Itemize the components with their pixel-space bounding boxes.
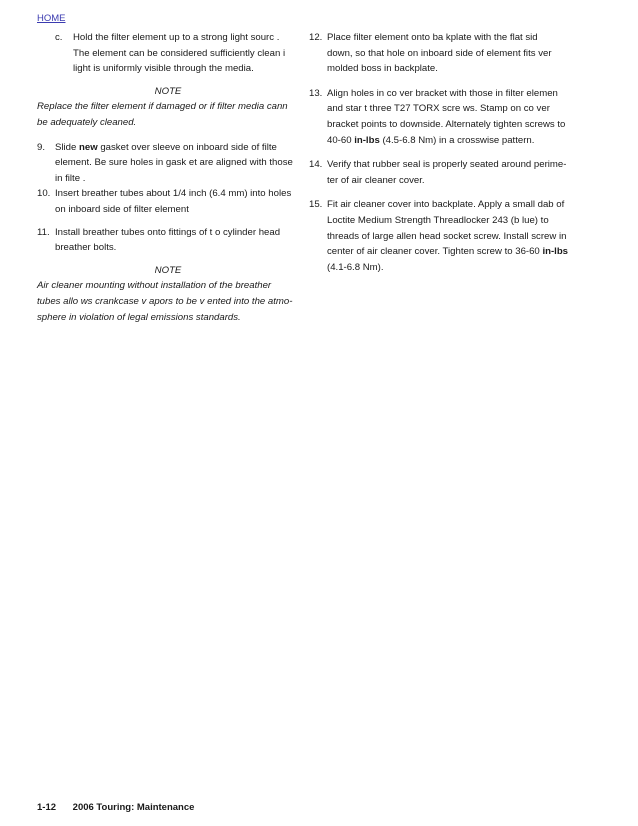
step-11 [37,225,299,256]
step-text-line: Align holes in co ver bracket with those in filter elemen [327,87,558,99]
note-heading: NOTE [154,85,182,97]
step-text-line: Loctite Medium Strength Threadlocker 243 (b lue) to [327,214,549,226]
step-text-line: ter of air cleaner cover. [327,174,425,186]
note-text [37,278,299,325]
emphasis-new: new [79,141,98,153]
step-13 [309,86,564,148]
step-c [37,30,299,77]
step-text-line: The element can be considered sufficiently clean i [73,47,286,59]
step-number: 11. [37,226,50,238]
step-text-line: Place filter element onto ba kplate with the flat sid [327,32,538,43]
step-text-line: center of air cleaner cover. Tighten screw to 36-60 in-lbs [327,246,569,258]
right-column [309,30,569,275]
note-text-line: tubes allo ws crankcase v apors to be v ented into the atmo- [37,295,293,307]
step-text-line: Verify that rubber seal is properly seated around perime- [327,159,567,171]
emphasis-in-lbs: in-lbs [354,134,380,146]
note-text-line: sphere in violation of legal emissions standards. [37,311,241,323]
step-text-line: bracket points to downside. Alternately tighten screws to [327,118,566,130]
step-text-line: on inboard side of filter element [55,203,189,215]
step-text-line: in filte . [55,172,86,184]
step-number: 14. [309,159,323,171]
step-text-line: Fit air cleaner cover into backplate. Apply a small dab of [327,199,565,211]
step-14 [309,157,567,188]
step-text-line: molded boss in backplate. [327,63,438,75]
step-text-line: and star t three T27 TORX scre ws. Stamp on co ver [327,103,550,115]
step-text-line: element. Be sure holes in gask et are aligned with those [55,157,293,169]
step-number: 10. [37,188,51,200]
step-text-line: (4.1-6.8 Nm). [327,261,384,273]
step-text-line: Install breather tubes onto fittings of t o cylinder head [55,226,281,238]
step-text-line: down, so that hole on inboard side of element fits ver [327,47,552,59]
step-text-line: breather bolts. [55,242,117,254]
home-link[interactable]: HOME [37,13,66,24]
left-column [37,30,299,325]
step-number: 13. [309,87,323,99]
step-12 [309,30,564,77]
emphasis-in-lbs: in-lbs [542,246,569,258]
step-10 [37,186,299,217]
step-text-line: light is uniformly visible through the media. [73,63,254,75]
note-text-line: be adequately cleaned. [37,116,137,128]
note-heading: NOTE [154,264,182,276]
step-text-line: Slide new gasket over sleeve on inboard side of filte [55,141,277,153]
step-number: c. [55,32,63,43]
page-footer [37,800,194,816]
step-text-line: Insert breather tubes about 1/4 inch (6.4 mm) into holes [55,188,292,200]
step-text-line: Hold the filter element up to a strong light sourc . [73,32,280,43]
page-number: 1-12 [37,802,57,813]
note-text-line: Replace the filter element if damaged or if filter media cann [37,101,288,113]
manual-title: 2006 Touring: Maintenance [72,802,195,813]
step-9 [37,140,299,187]
step-text-line: threads of large allen head socket screw. Install screw in [327,230,567,242]
step-15 [309,197,569,275]
step-number: 9. [37,141,46,153]
note-text-line: Air cleaner mounting without installation of the breather [37,280,272,292]
note-text [37,99,299,130]
step-text-line: 40-60 in-lbs (4.5-6.8 Nm) in a crosswise pattern. [327,134,535,146]
step-number: 12. [309,32,323,43]
step-number: 15. [309,199,323,211]
